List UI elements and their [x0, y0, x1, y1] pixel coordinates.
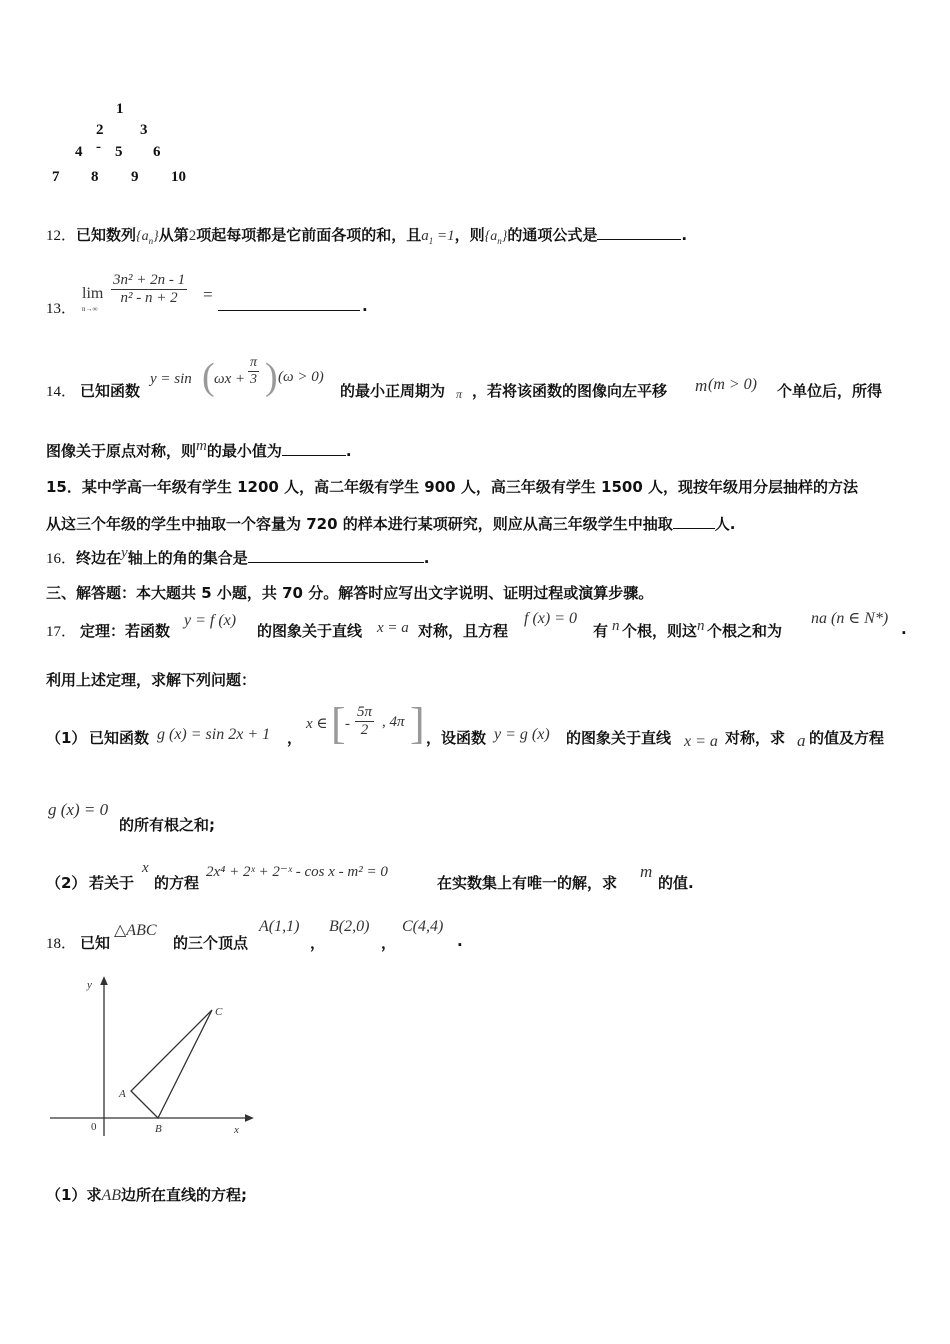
m-variable: m: [196, 438, 207, 454]
domain-right: , 4π: [382, 714, 405, 730]
triangle-cell: 9: [131, 169, 139, 185]
q18-part1: [46, 1184, 247, 1205]
y-axis-label: y: [87, 979, 92, 991]
bracket-right: ]: [410, 699, 425, 748]
q17-text: 的值.: [658, 874, 694, 892]
q16-end: .: [423, 549, 430, 567]
period-value: π: [456, 387, 463, 401]
q12-end: .: [681, 226, 688, 244]
separator: ，: [310, 934, 326, 952]
symmetry-line: x = a: [377, 620, 409, 636]
domain-left: x ∈: [306, 716, 328, 732]
triangle-figure: [40, 970, 270, 1145]
q17-text: 有: [593, 622, 609, 640]
symmetry-line: x = a: [684, 733, 718, 750]
section-heading: 三、解答题：本大题共 5 小题，共 70 分。解答时应写出文字说明、证明过程或演算步骤。: [46, 584, 654, 602]
equation-2: 2x⁴ + 2ˣ + 2⁻ˣ - cos x - m² = 0: [206, 864, 388, 880]
q14-text: ，若将该函数的图像向左平移: [472, 382, 668, 400]
q17-end: .: [901, 620, 907, 638]
point-c-label: C: [215, 1006, 223, 1018]
q12-term: 2: [188, 228, 197, 244]
numerator: 3n² + 2n - 1: [113, 272, 186, 288]
q17-text: ，设函数: [426, 729, 487, 747]
q18-text: 已知: [80, 934, 111, 952]
q17-text: 若关于: [89, 874, 135, 892]
answer-blank[interactable]: [597, 225, 681, 240]
equation: f (x) = 0: [524, 610, 577, 627]
triangle-cell: 7: [52, 169, 60, 185]
sequence-symbol: $\{a_n\}$: [484, 229, 508, 246]
q12-text: 从第: [158, 226, 189, 244]
q13-end: .: [362, 297, 368, 315]
lim-subscript: n→∞: [82, 305, 98, 313]
function-expression: y = f (x): [184, 612, 237, 629]
q14-text: 的最小值为: [206, 442, 282, 460]
limit-fraction: [111, 272, 187, 307]
q12-text: 项起每项都是它前面各项的和，且: [196, 226, 422, 244]
question-number: 12．: [46, 228, 77, 244]
sum-condition: (n ∈ N*): [831, 610, 889, 627]
question-number: 16．: [46, 551, 77, 567]
q18-text: 的三个顶点: [173, 934, 249, 952]
triangle-cell: 3: [140, 122, 148, 138]
question-number: 18．: [46, 936, 77, 952]
vertex-a: A(1,1): [259, 918, 300, 935]
n-variable: n: [612, 618, 620, 634]
triangle-cell: -: [96, 139, 101, 155]
q18-end: .: [457, 932, 463, 950]
q17-text: 的图象关于直线: [566, 729, 672, 747]
q15-text: 从这三个年级的学生中抽取一个容量为 720 的样本进行某项研究，则应从高三年级学生中抽取: [46, 515, 673, 533]
answer-blank[interactable]: [673, 514, 715, 529]
q14-text: 的最小正周期为: [340, 382, 446, 400]
q17-text: 个根之和为: [707, 622, 783, 640]
equation-g: g (x) = 0: [48, 800, 109, 819]
x-variable: x: [142, 860, 149, 876]
q14-text: 图像关于原点对称，则: [46, 442, 197, 460]
paren-right: ): [265, 356, 278, 398]
triangle-abc: [131, 1010, 212, 1118]
omega-condition: (ω > 0): [278, 369, 324, 385]
domain-fraction: [355, 704, 374, 739]
vertex-b: B(2,0): [329, 918, 370, 935]
shift-condition: (m > 0): [708, 376, 758, 393]
point-a-label: A: [119, 1088, 126, 1100]
vertex-c: C(4,4): [402, 918, 444, 935]
point-b-label: B: [155, 1123, 162, 1135]
q17-intro: 利用上述定理，求解下列问题：: [46, 671, 257, 689]
q14-text: 个单位后，所得: [777, 382, 883, 400]
q17-text: 在实数集上有唯一的解，求: [437, 874, 618, 892]
q17-part2: [46, 858, 926, 892]
q17-text: 对称，且方程: [418, 622, 509, 640]
numerator: 5π: [357, 704, 373, 720]
q17-text: 定理：若函数: [80, 622, 171, 640]
bracket-left: [: [331, 699, 346, 748]
question-15-line1: 15．某中学高一年级有学生 1200 人，高二年级有学生 900 人，高三年级有学生 1500 人，现按年级用分层抽样的方法: [46, 478, 859, 496]
sequence-symbol: $\{a_n\}$: [136, 229, 159, 246]
q17-part1: [46, 700, 926, 752]
q14-end: .: [345, 442, 352, 460]
q17-text: 的所有根之和;: [119, 816, 215, 834]
triangle-cell: 5: [115, 144, 123, 160]
axis-variable: y: [121, 545, 128, 561]
paren-left: (: [202, 356, 215, 398]
denominator: n² - n + 2: [120, 290, 178, 306]
separator: ，: [381, 934, 397, 952]
triangle-cell: 4: [75, 144, 83, 160]
answer-blank[interactable]: [248, 548, 424, 563]
pi-over-3: [248, 355, 259, 388]
q18-text: 求: [86, 1186, 102, 1204]
q12-text: 已知数列: [76, 226, 137, 244]
triangle-cell: 8: [91, 169, 99, 185]
x-axis-label: x: [234, 1124, 239, 1136]
denominator: 2: [360, 722, 369, 738]
triangle-symbol: △ABC: [114, 922, 157, 939]
part-label: （1）: [46, 729, 87, 747]
answer-blank[interactable]: [218, 296, 360, 311]
q15-end: 人.: [714, 515, 736, 533]
q17-text: 已知函数: [89, 729, 150, 747]
question-number: 17．: [46, 624, 77, 640]
segment-ab: AB: [101, 1187, 121, 1204]
triangle-cell: 10: [171, 169, 186, 185]
part-label: （2）: [46, 874, 87, 892]
numerator: π: [250, 355, 258, 370]
triangle-cell: 6: [153, 144, 161, 160]
question-14-line2: [46, 440, 352, 461]
function-arg: ωx +: [214, 371, 246, 387]
q14-text: 已知函数: [80, 382, 141, 400]
origin-label: 0: [91, 1121, 97, 1133]
triangle-cell: 1: [116, 101, 124, 117]
q12-text: ，则: [454, 226, 485, 244]
m-variable: m: [640, 862, 653, 881]
part-label: （1）: [46, 1186, 87, 1204]
q17-text: 的图象关于直线: [257, 622, 363, 640]
question-16: [46, 547, 429, 568]
denominator: 3: [250, 372, 257, 387]
triangle-cell: 2: [96, 122, 104, 138]
q17-text: 的方程: [154, 874, 200, 892]
minus-sign: -: [345, 716, 350, 732]
function-expression: y = sin: [150, 371, 192, 387]
q12-text: 的通项公式是: [507, 226, 598, 244]
comma: ，: [287, 729, 303, 747]
lim-symbol: lim: [82, 285, 104, 302]
q17-text: 的值及方程: [809, 729, 885, 747]
a1-condition: $a_1 =1$: [421, 228, 455, 246]
answer-blank[interactable]: [282, 441, 346, 456]
equals-sign: =: [203, 285, 213, 304]
a-variable: a: [797, 731, 806, 750]
question-12: [46, 224, 687, 246]
question-number: 14．: [46, 384, 77, 400]
question-number: 13．: [46, 301, 77, 317]
sum-expression: na: [811, 610, 827, 627]
shift-variable: m: [695, 376, 708, 395]
question-15-line2: [46, 513, 735, 534]
q17-text: 对称，求: [725, 729, 786, 747]
q17-text: 个根，则这: [622, 622, 698, 640]
function-y: y = g (x): [494, 726, 550, 743]
function-g: g (x) = sin 2x + 1: [157, 726, 271, 743]
n-variable: n: [697, 618, 705, 634]
q16-text: 终边在: [76, 549, 122, 567]
q16-text: 轴上的角的集合是: [127, 549, 248, 567]
q18-text: 边所在直线的方程;: [121, 1186, 247, 1204]
